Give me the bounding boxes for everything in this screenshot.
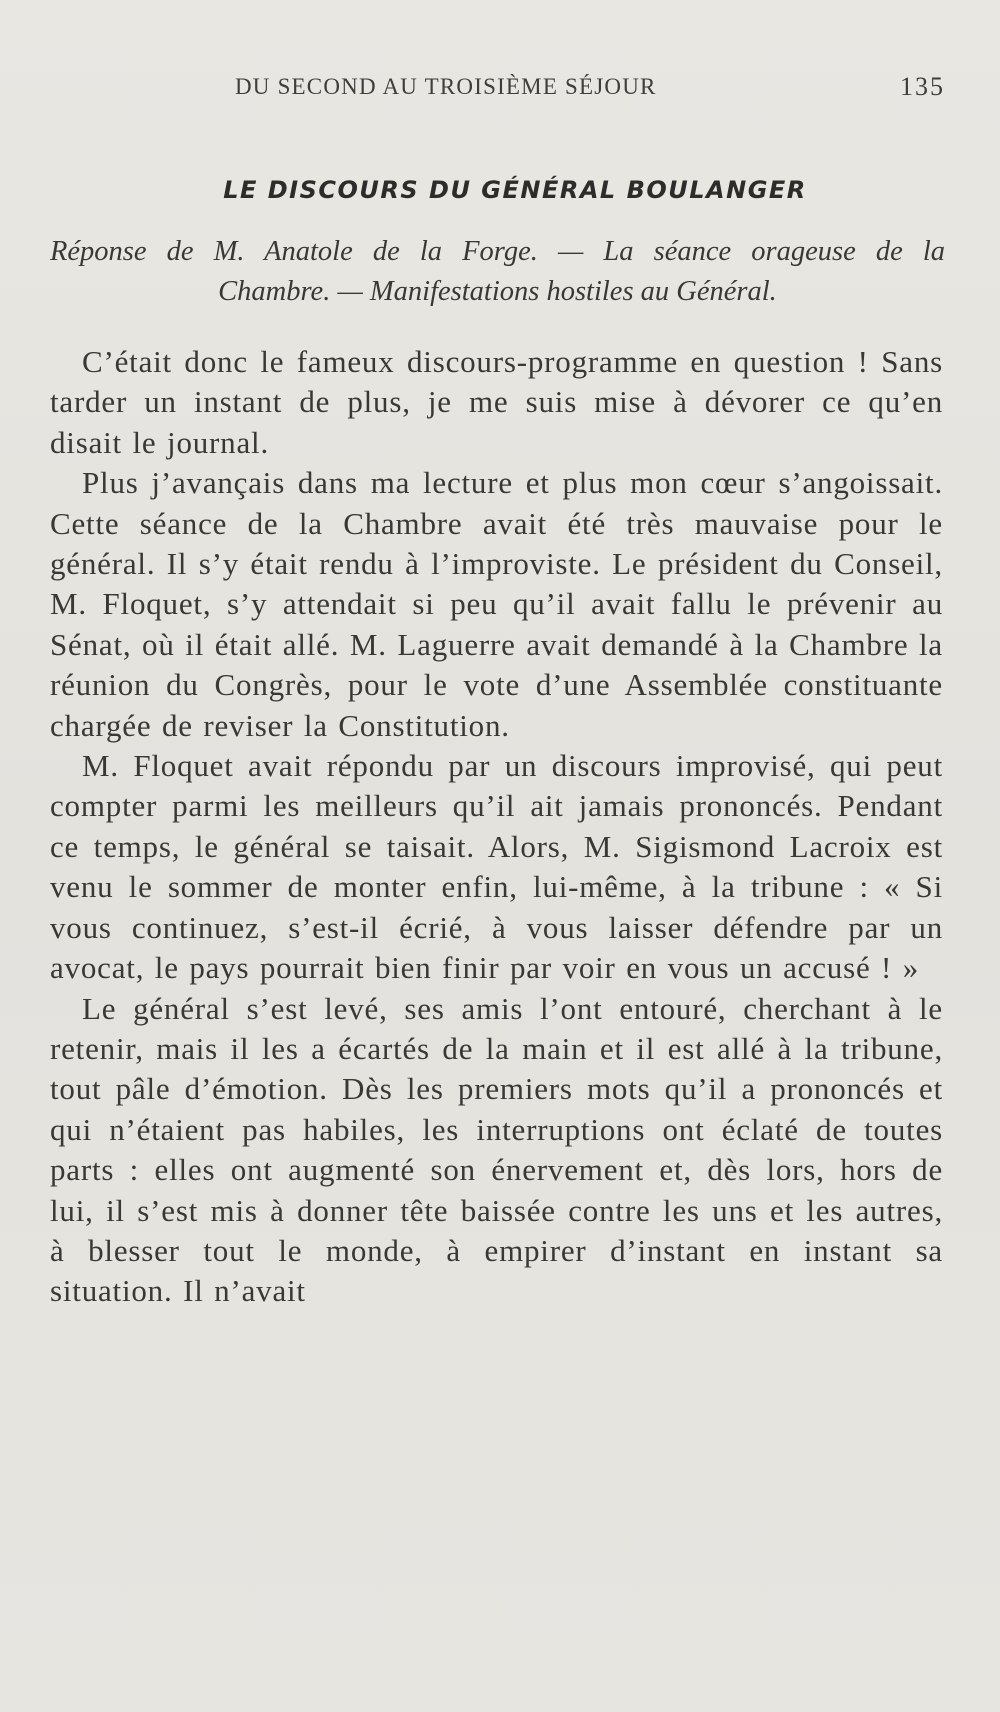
running-header [55, 68, 945, 108]
paragraph: C’était donc le fameux discours-programme en question ! Sans tarder un instant de plus, je me suis mise à dévorer ce qu’en disait le journal. [50, 344, 943, 460]
chapter-title: LE DISCOURS DU GÉNÉRAL BOULANGER [223, 176, 807, 204]
paragraph: M. Floquet avait répondu par un discours improvisé, qui peut compter parmi les meilleurs qu’il ait jamais prononcés. Pendant ce temps, le général se taisait. Alors, M. Sigismond Lacroix est venu le sommer de monter enfin, lui-même, à la tribune : « Si vous continuez, s’est-il écrié, à vous laisser défendre par un avocat, le pays pourrait bien finir par voir en vous un accusé ! » [50, 748, 943, 986]
page-number: 135 [900, 72, 945, 101]
paragraph: Le général s’est levé, ses amis l’ont entouré, cherchant à le retenir, mais il les a écartés de la main et il est allé à la tribune, tout pâle d’émotion. Dès les premiers mots qu’il a prononcés et qui n’étaient pas habiles, les interruptions ont éclaté de toutes parts : elles ont augmenté son énervement et, dès lors, hors de lui, il s’est mis à donner tête baissée contre les uns et les autres, à blesser tout le monde, à empirer d’instant en instant sa situation. Il n’avait [50, 990, 943, 1309]
body-text [50, 342, 943, 1312]
running-title: DU SECOND AU TROISIÈME SÉJOUR [235, 74, 657, 99]
paragraph: Plus j’avançais dans ma lecture et plus mon cœur s’angoissait. Cette séance de la Chambre avait été très mauvaise pour le général. Il s’y était rendu à l’improviste. Le président du Conseil, M. Floquet, s’y attendait si peu qu’il avait fallu le prévenir au Sénat, où il était allé. M. Laguerre avait demandé à la Chambre la réunion du Congrès, pour le vote d’une Assemblée constituante chargée de reviser la Constitution. [50, 465, 943, 743]
summary-line-2: Chambre. — Manifestations hostiles au Général. [218, 276, 777, 307]
chapter-summary [50, 232, 945, 312]
summary-line-1: Réponse de M. Anatole de la Forge. — La séance orageuse de la [50, 236, 945, 267]
